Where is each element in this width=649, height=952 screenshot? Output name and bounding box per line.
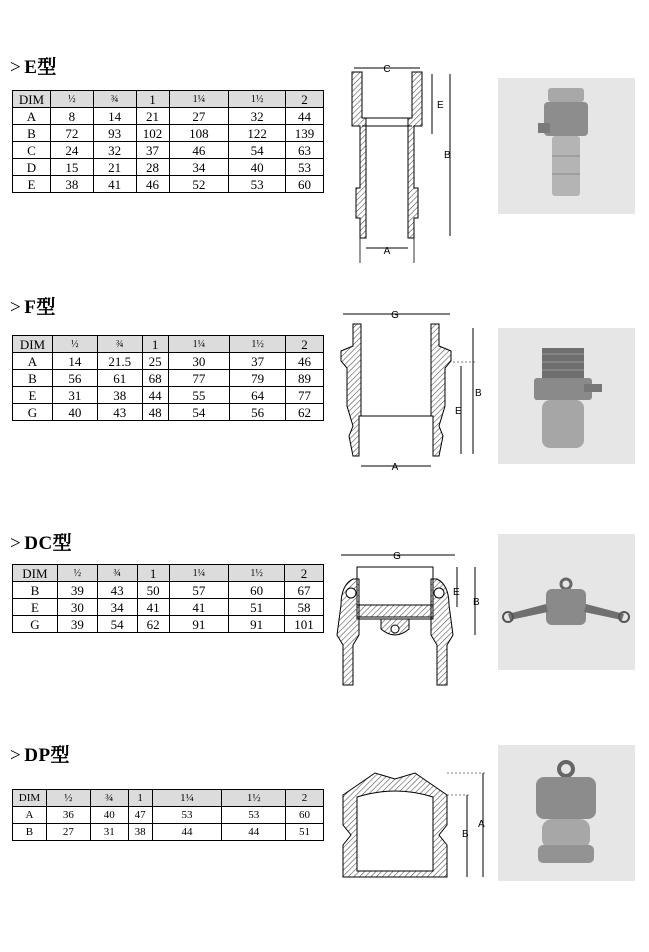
header-cell: DIM [13,336,53,353]
table-cell: 28 [136,159,169,176]
table-cell: 44 [142,387,168,404]
table-cell: G [13,404,53,421]
table-cell: E [13,176,51,193]
coupler-wall-right [408,72,422,238]
dimension-table-dp [12,789,324,841]
table-cell: 24 [50,142,93,159]
table-cell: 34 [97,599,137,616]
camlock-type-f-photo-icon [498,328,635,464]
table-header-row [13,91,324,108]
header-cell: ½ [50,91,93,108]
header-cell: 1¼ [152,790,222,807]
table-cell: 89 [286,370,324,387]
table-cell: 37 [230,353,286,370]
table-cell: 25 [142,353,168,370]
table-cell: 41 [169,599,229,616]
table-cell: 53 [152,807,222,824]
table-cell: 50 [137,582,169,599]
section-heading-f: > F型 [10,297,56,318]
dimension-label-e: E [437,100,444,111]
table-cell: 14 [52,353,97,370]
dimension-table-e [12,90,324,193]
table-cell: 55 [168,387,230,404]
photo-frame-dc [498,534,635,670]
technical-drawing-e [340,58,475,268]
table-row [13,142,324,159]
section-title: F型 [24,297,56,318]
table-cell: 77 [286,387,324,404]
table-cell: 27 [169,108,229,125]
table-cell: A [13,807,47,824]
header-cell: 1½ [229,565,285,582]
adapter-wall-left [341,324,361,456]
dimension-label-b: B [444,150,451,161]
table-cell: 51 [286,824,324,841]
header-cell: 1 [128,790,152,807]
table-cell: E [13,387,53,404]
table-cell: 61 [97,370,142,387]
table-cell: 38 [128,824,152,841]
table-cell: 43 [97,404,142,421]
table-cell: 91 [229,616,285,633]
table-cell: 60 [229,582,285,599]
table-cell: 30 [57,599,97,616]
coupler-wall-left [352,72,366,238]
header-cell: 1 [136,91,169,108]
table-cell: 47 [128,807,152,824]
header-cell: ¾ [97,336,142,353]
header-cell: DIM [13,790,47,807]
dimension-label-b: B [462,829,469,840]
technical-drawing-dc [335,545,485,690]
table-row [13,108,324,125]
table-row [13,125,324,142]
table-cell: 77 [168,370,230,387]
section-title: DC型 [24,533,73,554]
table-cell: 44 [286,108,324,125]
technical-drawing-dp [335,765,495,885]
section-heading-e: > E型 [10,57,57,78]
table-cell: 62 [137,616,169,633]
table-cell: 27 [46,824,90,841]
header-cell: 1¼ [168,336,230,353]
table-cell: 48 [142,404,168,421]
table-cell: 63 [286,142,324,159]
table-cell: 54 [97,616,137,633]
table-row [13,807,324,824]
table-cell: 44 [152,824,222,841]
table-cell: 60 [286,807,324,824]
header-cell: DIM [13,91,51,108]
table-row [13,159,324,176]
table-cell: 60 [286,176,324,193]
dimension-label-e: E [455,406,462,417]
table-cell: D [13,159,51,176]
table-cell: 46 [169,142,229,159]
photo-frame-dp [498,745,635,881]
header-cell: ¾ [93,91,136,108]
header-cell: 1½ [222,790,286,807]
table-cell: A [13,108,51,125]
table-row [13,599,324,616]
table-row [13,176,324,193]
header-cell: 1¼ [169,91,229,108]
header-cell: 2 [285,565,324,582]
header-cell: 1 [142,336,168,353]
header-cell: ½ [46,790,90,807]
table-cell: 40 [52,404,97,421]
table-cell: 68 [142,370,168,387]
table-cell: 37 [136,142,169,159]
table-cell: 46 [286,353,324,370]
table-row [13,824,324,841]
dimension-label-e: E [453,587,460,598]
table-cell: 39 [57,582,97,599]
table-cell: 93 [93,125,136,142]
table-cell: 15 [50,159,93,176]
table-cell: 79 [230,370,286,387]
table-cell: 38 [50,176,93,193]
table-cell: 21 [93,159,136,176]
dimension-table-f [12,335,324,421]
table-row [13,353,324,370]
section-title: DP型 [24,745,71,766]
dimension-label-a: A [383,246,391,257]
header-cell: 2 [286,91,324,108]
table-row [13,616,324,633]
section-title: E型 [24,57,57,78]
table-cell: 31 [90,824,128,841]
table-cell: 91 [169,616,229,633]
dimension-label-a: A [391,462,399,473]
dimension-label-b: B [473,597,480,608]
table-cell: 52 [169,176,229,193]
table-cell: 54 [229,142,286,159]
table-cell: 46 [136,176,169,193]
table-cell: 36 [46,807,90,824]
section-heading-dp: > DP型 [10,745,71,766]
dimension-label-g: G [393,551,401,562]
table-cell: 31 [52,387,97,404]
header-cell: 1¼ [169,565,229,582]
adapter-wall-right [431,324,451,456]
header-cell: 2 [286,336,324,353]
table-cell: A [13,353,53,370]
table-cell: 56 [230,404,286,421]
dimension-label-c: C [383,64,391,75]
table-cell: 32 [93,142,136,159]
table-cell: 108 [169,125,229,142]
dimension-label-a: A [478,819,485,830]
table-cell: 8 [50,108,93,125]
table-cell: 67 [285,582,324,599]
table-cell: 34 [169,159,229,176]
table-cell: 57 [169,582,229,599]
camlock-type-dc-photo-icon [498,534,635,670]
table-row [13,404,324,421]
section-heading-dc: > DC型 [10,533,73,554]
table-cell: 40 [90,807,128,824]
table-cell: 32 [229,108,286,125]
table-cell: 44 [222,824,286,841]
header-cell: ½ [52,336,97,353]
camlock-type-e-photo-icon [498,78,635,214]
header-cell: 1½ [229,91,286,108]
table-cell: 38 [97,387,142,404]
table-cell: 72 [50,125,93,142]
table-cell: 102 [136,125,169,142]
photo-frame-f [498,328,635,464]
header-cell: ½ [57,565,97,582]
table-cell: B [13,582,58,599]
table-cell: 39 [57,616,97,633]
photo-frame-e [498,78,635,214]
technical-drawing-f [335,306,485,476]
table-cell: C [13,142,51,159]
table-cell: 21 [136,108,169,125]
table-header-row [13,790,324,807]
table-cell: 41 [93,176,136,193]
table-cell: 14 [93,108,136,125]
dimension-label-g: G [391,310,399,321]
table-cell: B [13,370,53,387]
header-cell: DIM [13,565,58,582]
table-header-row [13,336,324,353]
table-cell: G [13,616,58,633]
table-cell: 51 [229,599,285,616]
table-cell: 53 [229,176,286,193]
table-cell: B [13,824,47,841]
header-cell: ¾ [97,565,137,582]
table-cell: 53 [222,807,286,824]
table-row [13,387,324,404]
table-cell: 122 [229,125,286,142]
table-cell: 43 [97,582,137,599]
table-cell: 64 [230,387,286,404]
table-cell: 56 [52,370,97,387]
table-cell: 139 [286,125,324,142]
table-cell: 101 [285,616,324,633]
header-cell: 1 [137,565,169,582]
table-cell: B [13,125,51,142]
dimension-table-dc [12,564,324,633]
header-cell: 1½ [230,336,286,353]
table-cell: 53 [286,159,324,176]
table-cell: 62 [286,404,324,421]
dimension-label-b: B [475,388,482,399]
camlock-type-dp-photo-icon [498,745,635,881]
table-cell: 41 [137,599,169,616]
table-row [13,370,324,387]
table-cell: 58 [285,599,324,616]
table-header-row [13,565,324,582]
table-row [13,582,324,599]
table-cell: E [13,599,58,616]
header-cell: ¾ [90,790,128,807]
table-cell: 21.5 [97,353,142,370]
table-cell: 54 [168,404,230,421]
table-cell: 40 [229,159,286,176]
header-cell: 2 [286,790,324,807]
table-cell: 30 [168,353,230,370]
